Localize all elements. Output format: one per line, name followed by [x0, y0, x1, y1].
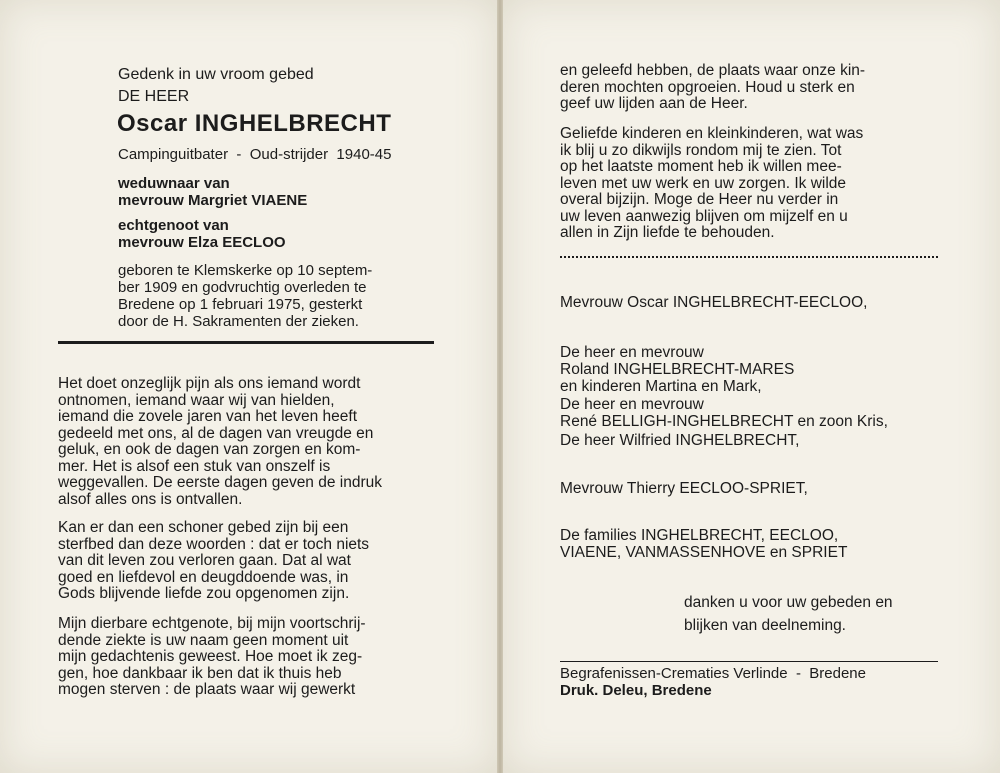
- divider-rule: [58, 341, 434, 344]
- right-page: [503, 0, 1000, 773]
- spouse-label: echtgenoot van: [118, 217, 229, 234]
- printer-credit: Druk. Deleu, Bredene: [560, 682, 712, 699]
- occupation: Campinguitbater - Oud-strijder 1940-45: [118, 146, 392, 163]
- paragraph-5: Geliefde kinderen en kleinkinderen, wat was ik blij u zo dikwijls rondom mij te zien. Tot op het laatste moment heb ik willen mee- leven met uw werk en uw zorgen. Ik wilde overal bijzijn. Moge de Heer nu verder in uw leven aanwezig blijven om mijzelf en u allen in Zijn liefde te behouden.: [560, 125, 864, 241]
- title-prefix: DE HEER: [118, 88, 190, 105]
- family-group-1: De heer en mevrouw Roland INGHELBRECHT-MARES en kinderen Martina en Mark,: [560, 344, 795, 395]
- widower-label: weduwnaar van: [118, 175, 230, 192]
- paragraph-3: Mijn dierbare echtgenote, bij mijn voortschrij- dende ziekte is uw naam geen moment uit mijn gedachtenis geweest. Hoe moet ik zeg- gen, hoe dankbaar ik ben dat ik thuis heb mogen sterven : de plaats waar wij gewerkt: [58, 615, 366, 698]
- paragraph-1: Het doet onzeglijk pijn als ons iemand wordt ontnomen, iemand waar wij van hielden, iemand die zovele jaren van het leven heeft gedeeld met ons, al de dagen van vreugde en geluk, en ook de dagen van zorgen en kom- mer. Het is alsof een stuk van onszelf is weggevallen. De eerste dagen geven de indruk alsof alles ons is ontvallen.: [58, 375, 383, 508]
- deceased-name: Oscar INGHELBRECHT: [117, 110, 392, 137]
- widower-name: mevrouw Margriet VIAENE: [118, 192, 308, 209]
- family-widow: Mevrouw Oscar INGHELBRECHT-EECLOO,: [560, 294, 868, 311]
- paragraph-2: Kan er dan een schoner gebed zijn bij een sterfbed dan deze woorden : dat er toch niets van dit leven zou verloren gaan. Dat al wat goed en liefdevol en deugddoende was, in Gods blijvende liefde zou opgenomen zijn.: [58, 519, 370, 602]
- family-group-5: De families INGHELBRECHT, EECLOO, VIAENE, VANMASSENHOVE en SPRIET: [560, 527, 848, 561]
- paragraph-4: en geleefd hebben, de plaats waar onze kin- deren mochten opgroeien. Houd u sterk en geef uw lijden aan de Heer.: [560, 62, 866, 112]
- undertaker-credit: Begrafenissen-Crematies Verlinde - Bredene: [560, 665, 866, 682]
- footer-rule: [560, 661, 938, 662]
- family-group-2: De heer en mevrouw René BELLIGH-INGHELBRECHT en zoon Kris,: [560, 396, 888, 430]
- dotted-divider: [560, 256, 938, 258]
- spouse-name: mevrouw Elza EECLOO: [118, 234, 286, 251]
- thanks-text: danken u voor uw gebeden en blijken van deelneming.: [684, 594, 893, 634]
- family-group-4: Mevrouw Thierry EECLOO-SPRIET,: [560, 480, 808, 497]
- family-group-3: De heer Wilfried INGHELBRECHT,: [560, 432, 800, 449]
- biography: geboren te Klemskerke op 10 septem- ber 1909 en godvruchtig overleden te Bredene op 1 februari 1975, gesterkt door de H. Sakramenten der zieken.: [118, 262, 373, 330]
- remember-line: Gedenk in uw vroom gebed: [118, 66, 314, 83]
- left-page: [0, 0, 497, 773]
